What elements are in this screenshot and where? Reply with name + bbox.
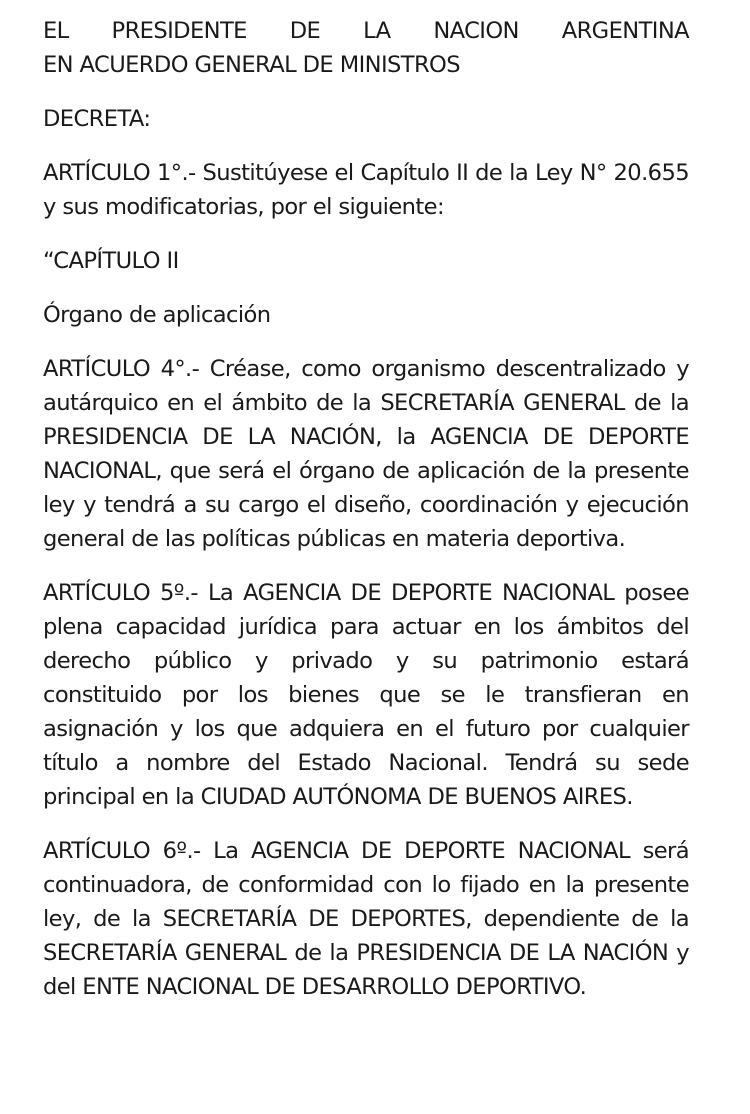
header-line-2: EN ACUERDO GENERAL DE MINISTROS [43,52,460,78]
article-1: ARTÍCULO 1°.- Sustitúyese el Capítulo II de la Ley N° 20.655 y sus modificatorias, por el siguiente: [43,160,689,220]
article-6: ARTÍCULO 6º.- La AGENCIA DE DEPORTE NACIONAL será continuadora, de conformidad con lo fijado en la presente ley, de la SECRETARÍA DE DEPORTES, dependiente de la SECRETARÍA GENERAL de la PRESIDENCIA DE LA NACIÓN y del ENTE NACIONAL DE DESARROLLO DEPORTIVO. [43,838,689,1000]
chapter-title: “CAPÍTULO II [43,248,179,274]
decreta-label: DECRETA: [43,106,151,132]
article-5: ARTÍCULO 5º.- La AGENCIA DE DEPORTE NACIONAL posee plena capacidad jurídica para actuar en los ámbitos del derecho público y privado y su patrimonio estará constituido por los bienes que se le transfieran en asignación y los que adquiera en el futuro por cualquier título a nombre del Estado Nacional. Tendrá su sede principal en la CIUDAD AUTÓNOMA DE BUENOS AIRES. [43,580,689,810]
article-4: ARTÍCULO 4°.- Créase, como organismo descentralizado y autárquico en el ámbito de la SECRETARÍA GENERAL de la PRESIDENCIA DE LA NACIÓN, la AGENCIA DE DEPORTE NACIONAL, que será el órgano de aplicación de la presente ley y tendrá a su cargo el diseño, coordinación y ejecución general de las políticas públicas en materia deportiva. [43,356,689,552]
chapter-subtitle: Órgano de aplicación [43,302,271,328]
decree-document [43,14,689,1024]
header-line-1: EL PRESIDENTE DE LA NACION ARGENTINA [43,18,689,44]
